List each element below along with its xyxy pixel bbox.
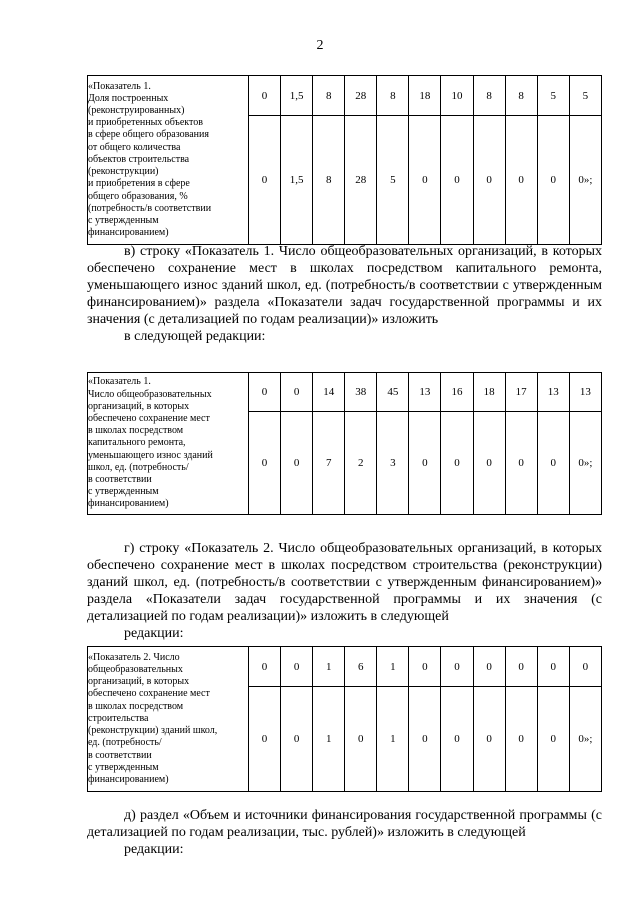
table-cell: 1 bbox=[377, 647, 409, 687]
indicator-label bbox=[88, 373, 249, 515]
indicator-label-line: Доля построенных bbox=[88, 92, 169, 104]
indicator-label-line: «Показатель 1. bbox=[88, 376, 151, 388]
table-cell: 0»; bbox=[569, 687, 601, 792]
table-cell: 0 bbox=[249, 116, 281, 245]
indicator-label-line: обеспечено сохранение мест bbox=[88, 688, 210, 700]
indicator-label-line: школ, ед. (потребность/ bbox=[88, 461, 189, 473]
indicator-label-line: «Показатель 1. bbox=[88, 80, 151, 92]
indicator-label-line: уменьшающего износ зданий bbox=[88, 449, 213, 461]
table-cell: 14 bbox=[313, 373, 345, 412]
indicator-label-line: финансированием) bbox=[88, 498, 169, 510]
table-cell: 17 bbox=[505, 373, 537, 412]
table-cell: 0 bbox=[473, 647, 505, 687]
table-cell: 8 bbox=[505, 76, 537, 116]
indicator-label bbox=[88, 647, 249, 792]
indicator-label-line: Число общеобразовательных bbox=[88, 388, 212, 400]
indicator-label-line: ед. (потребность/ bbox=[88, 737, 162, 749]
indicator-label-line: организаций, в которых bbox=[88, 676, 190, 688]
table-cell: 2 bbox=[345, 412, 377, 515]
table-cell: 45 bbox=[377, 373, 409, 412]
table-cell: 0 bbox=[281, 687, 313, 792]
table-cell: 3 bbox=[377, 412, 409, 515]
indicator-label-line: в соответствии bbox=[88, 749, 152, 761]
table-row bbox=[88, 76, 602, 116]
table-cell: 10 bbox=[441, 76, 473, 116]
table-cell: 0 bbox=[537, 687, 569, 792]
table-row bbox=[88, 373, 602, 412]
table-cell: 0 bbox=[473, 116, 505, 245]
table-row bbox=[88, 647, 602, 687]
table-cell: 5 bbox=[569, 76, 601, 116]
table-cell: 18 bbox=[409, 76, 441, 116]
indicator-table-1 bbox=[87, 75, 602, 245]
indicator-label-line: в сфере общего образования bbox=[88, 129, 209, 141]
table-cell: 0 bbox=[249, 687, 281, 792]
indicator-label-line: (реконструированных) bbox=[88, 105, 185, 117]
indicator-label-line: (реконструкции) bbox=[88, 166, 159, 178]
table-cell: 38 bbox=[345, 373, 377, 412]
table-cell: 1 bbox=[313, 647, 345, 687]
table-cell: 1 bbox=[377, 687, 409, 792]
table-cell: 28 bbox=[345, 76, 377, 116]
table-cell: 18 bbox=[473, 373, 505, 412]
table-cell: 0 bbox=[249, 76, 281, 116]
indicator-label-line: с утвержденным bbox=[88, 214, 159, 226]
indicator-label-line: организаций, в которых bbox=[88, 400, 190, 412]
table-cell: 1 bbox=[313, 687, 345, 792]
table-cell: 0 bbox=[537, 412, 569, 515]
table-cell: 0 bbox=[409, 116, 441, 245]
indicator-label-line: с утвержденным bbox=[88, 486, 159, 498]
indicator-label-line: «Показатель 2. Число bbox=[88, 651, 180, 663]
table-cell: 0 bbox=[473, 412, 505, 515]
table-cell: 0 bbox=[505, 116, 537, 245]
table-cell: 0 bbox=[281, 373, 313, 412]
table-cell: 0 bbox=[537, 647, 569, 687]
indicator-label-line: и приобретенных объектов bbox=[88, 117, 203, 129]
table-cell: 0 bbox=[409, 687, 441, 792]
table-cell: 28 bbox=[345, 116, 377, 245]
table-cell: 0 bbox=[441, 116, 473, 245]
indicator-label-line: (реконструкции) зданий школ, bbox=[88, 725, 218, 737]
table-cell: 0 bbox=[281, 412, 313, 515]
indicator-label-line: в соответствии bbox=[88, 474, 152, 485]
table-cell: 0»; bbox=[569, 412, 601, 515]
paragraph-g: г) строку «Показатель 2. Число общеобразовательных организаций, в которых обеспечено сохранение мест в школах посредством строительства (реконструкции) зданий школ, ед. (потребность/в соответствии с утвержденным финансированием)» раздела «Показатели задач государственной программы и их значения (с детализацией по годам реализации)» изложить в следующей редакции: bbox=[87, 541, 602, 641]
table-cell: 13 bbox=[537, 373, 569, 412]
indicator-label-line: объектов строительства bbox=[88, 153, 190, 165]
indicator-label-line: от общего количества bbox=[88, 141, 181, 153]
table-cell: 0 bbox=[249, 647, 281, 687]
table-cell: 0 bbox=[441, 412, 473, 515]
table-cell: 8 bbox=[377, 76, 409, 116]
table-cell: 8 bbox=[313, 116, 345, 245]
paragraph-v: в) строку «Показатель 1. Число общеобразовательных организаций, в которых обеспечено сохранение мест в школах посредством капитального ремонта, уменьшающего износ зданий школ, ед. (потребность/в соответствии с утвержденным финансированием)» раздела «Показатели задач государственной программы и их значения (с детализацией по годам реализации)» изложить в следующей редакции: bbox=[87, 244, 602, 344]
table-cell: 0 bbox=[249, 412, 281, 515]
page-number: 2 bbox=[316, 38, 324, 53]
indicator-table-3 bbox=[87, 646, 602, 792]
table-cell: 0 bbox=[409, 412, 441, 515]
indicator-label-line: в школах посредством bbox=[88, 700, 184, 712]
table-cell: 0 bbox=[537, 116, 569, 245]
table-cell: 8 bbox=[313, 76, 345, 116]
indicator-label-line: обеспечено сохранение мест bbox=[88, 412, 210, 424]
indicator-label-line: в школах посредством bbox=[88, 425, 184, 437]
table-cell: 7 bbox=[313, 412, 345, 515]
indicator-label-line: строительства bbox=[88, 712, 149, 724]
table-cell: 6 bbox=[345, 647, 377, 687]
table-cell: 1,5 bbox=[281, 116, 313, 245]
table-cell: 0»; bbox=[569, 116, 601, 245]
indicator-label bbox=[88, 76, 249, 245]
indicator-label-line: с утвержденным bbox=[88, 761, 159, 773]
table-cell: 0 bbox=[281, 647, 313, 687]
table-cell: 16 bbox=[441, 373, 473, 412]
indicator-label-line: (потребность/в соответствии bbox=[88, 202, 212, 214]
table-cell: 5 bbox=[537, 76, 569, 116]
table-cell: 0 bbox=[473, 687, 505, 792]
table-cell: 13 bbox=[409, 373, 441, 412]
indicator-label-line: финансированием) bbox=[88, 773, 169, 785]
table-cell: 5 bbox=[377, 116, 409, 245]
table-cell: 0 bbox=[345, 687, 377, 792]
indicator-label-line: общего образования, % bbox=[88, 190, 188, 202]
paragraph-d: д) раздел «Объем и источники финансирования государственной программы (с детализацией по годам реализации, тыс. рублей)» изложить в следующей редакции: bbox=[87, 808, 602, 857]
table-cell: 0 bbox=[505, 412, 537, 515]
table-cell: 0 bbox=[441, 687, 473, 792]
table-cell: 1,5 bbox=[281, 76, 313, 116]
table-cell: 0 bbox=[505, 687, 537, 792]
table-cell: 0 bbox=[505, 647, 537, 687]
table-cell: 0 bbox=[249, 373, 281, 412]
indicator-label-line: капитального ремонта, bbox=[88, 437, 186, 449]
table-cell: 13 bbox=[569, 373, 601, 412]
table-cell: 0 bbox=[569, 647, 601, 687]
indicator-label-line: финансированием) bbox=[88, 227, 169, 239]
table-cell: 8 bbox=[473, 76, 505, 116]
table-cell: 0 bbox=[441, 647, 473, 687]
indicator-label-line: и приобретения в сфере bbox=[88, 178, 190, 190]
indicator-table-2 bbox=[87, 372, 602, 515]
table-cell: 0 bbox=[409, 647, 441, 687]
indicator-label-line: общеобразовательных bbox=[88, 664, 183, 676]
